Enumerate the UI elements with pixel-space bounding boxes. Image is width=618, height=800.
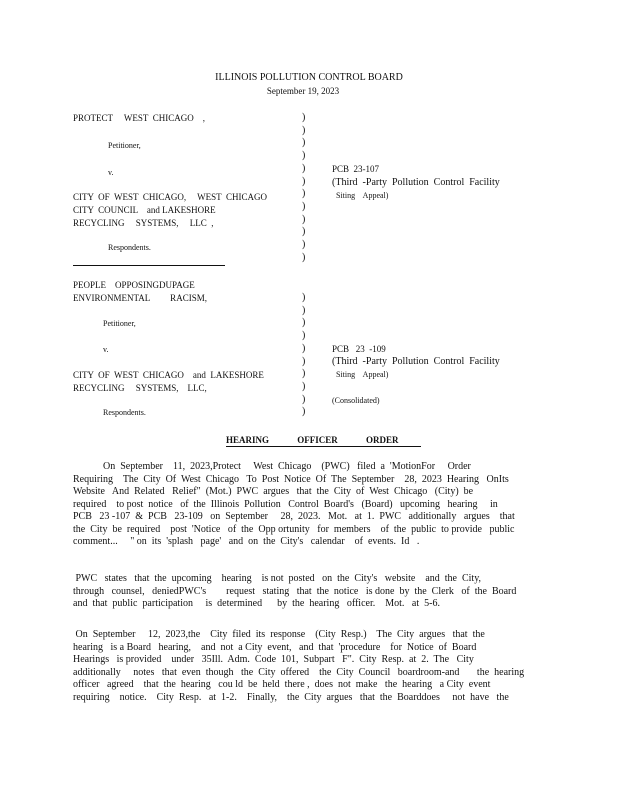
paragraph-3 bbox=[73, 629, 524, 704]
case2-consolidated-note: (Consolidated) bbox=[332, 396, 380, 405]
case1-respondent-line-2: CITY COUNCIL and LAKESHORE bbox=[73, 205, 216, 215]
case2-versus: v. bbox=[103, 345, 109, 354]
case2-case-description: (Third -Party Pollution Control Facility bbox=[332, 356, 500, 367]
paragraph-3-line: additionally notes that even though the City offered the City Council boardroom-and the hearing bbox=[73, 666, 525, 678]
paragraph-2-line: and that public participation is determined by the hearing officer. Mot. at 5-6. bbox=[73, 598, 440, 609]
case2-case-type: Siting Appeal) bbox=[336, 370, 389, 379]
caption-divider bbox=[73, 265, 225, 266]
case1-case-type: Siting Appeal) bbox=[336, 191, 389, 200]
case1-respondents-label: Respondents. bbox=[108, 243, 151, 252]
paragraph-1-line: comment... " on its 'splash page' and on the City's calendar of events. Id . bbox=[73, 536, 420, 547]
case1-case-description: (Third -Party Pollution Control Facility bbox=[332, 177, 500, 188]
paragraph-3-line: Hearings is provided under 35Ill. Adm. Code 101, Subpart F". City Resp. at 2. The City bbox=[73, 654, 474, 665]
order-title: HEARING OFFICER ORDER bbox=[226, 435, 421, 447]
order-date: September 19, 2023 bbox=[266, 86, 340, 96]
paragraph-3-line: officer agreed that the hearing cou ld be held there , does not make the hearing a City event bbox=[73, 679, 491, 690]
paragraph-3-line: On September 12, 2023,the City filed its response (City Resp.) The City argues that the bbox=[73, 629, 485, 640]
paragraph-2-line: through counsel, deniedPWC's request stating that the notice is done by the Clerk of the Board bbox=[73, 585, 517, 597]
case1-respondent-line-3: RECYCLING SYSTEMS, LLC , bbox=[73, 218, 214, 228]
case1-versus: v. bbox=[108, 168, 114, 177]
case2-docket-number: PCB 23 -109 bbox=[332, 344, 386, 354]
case2-respondent-line-1: CITY OF WEST CHICAGO and LAKESHORE bbox=[73, 370, 264, 380]
paragraph-1-line: required to post notice of the Illinois Pollution Control Board's (Board) upcoming hearing in bbox=[73, 498, 498, 510]
paragraph-1-line: the City be required post 'Notice of the Opp ortunity for members of the public to provide public bbox=[73, 523, 515, 535]
paragraph-1-line: Requiring The City Of West Chicago To Post Notice Of The September 28, 2023 Hearing OnIts bbox=[73, 473, 509, 485]
paragraph-1-line: On September 11, 2023,Protect West Chicago (PWC) filed a 'MotionFor Order bbox=[73, 461, 471, 472]
paragraph-1 bbox=[73, 461, 515, 549]
case1-petitioner-label: Petitioner, bbox=[108, 141, 141, 150]
case2-petitioner-name-1: PEOPLE OPPOSINGDUPAGE bbox=[73, 280, 195, 290]
paragraph-3-line: requiring notice. City Resp. at 1-2. Finally, the City argues that the Boarddoes not have the bbox=[73, 691, 509, 703]
case1-parenthesis-column: ) ) ) ) ) ) ) ) ) ) ) ) bbox=[302, 112, 306, 263]
paragraph-2 bbox=[73, 573, 516, 611]
case2-parenthesis-column: ) ) ) ) ) ) ) ) ) ) bbox=[302, 292, 306, 418]
case1-petitioner-name: PROTECT WEST CHICAGO , bbox=[73, 113, 206, 123]
case2-respondent-line-2: RECYCLING SYSTEMS, LLC, bbox=[73, 383, 207, 393]
case1-respondent-line-1: CITY OF WEST CHICAGO, WEST CHICAGO bbox=[73, 192, 268, 202]
case2-petitioner-name-2: ENVIRONMENTAL RACISM, bbox=[73, 293, 207, 303]
case1-docket-number: PCB 23-107 bbox=[332, 164, 380, 174]
paragraph-3-line: hearing is a Board hearing, and not a City event, and that 'procedure for Notice of Board bbox=[73, 641, 477, 653]
paragraph-1-line: Website And Related Relief" (Mot.) PWC argues that the City of West Chicago (City) be bbox=[73, 486, 474, 497]
paragraph-1-line: PCB 23 -107 & PCB 23-109 on September 28, 2023. Mot. at 1. PWC additionally argues that bbox=[73, 511, 515, 522]
board-name: ILLINOIS POLLUTION CONTROL BOARD bbox=[215, 72, 403, 83]
paragraph-2-line: PWC states that the upcoming hearing is not posted on the City's website and the City, bbox=[73, 573, 482, 584]
case2-respondents-label: Respondents. bbox=[103, 408, 146, 417]
case2-petitioner-label: Petitioner, bbox=[103, 319, 136, 328]
